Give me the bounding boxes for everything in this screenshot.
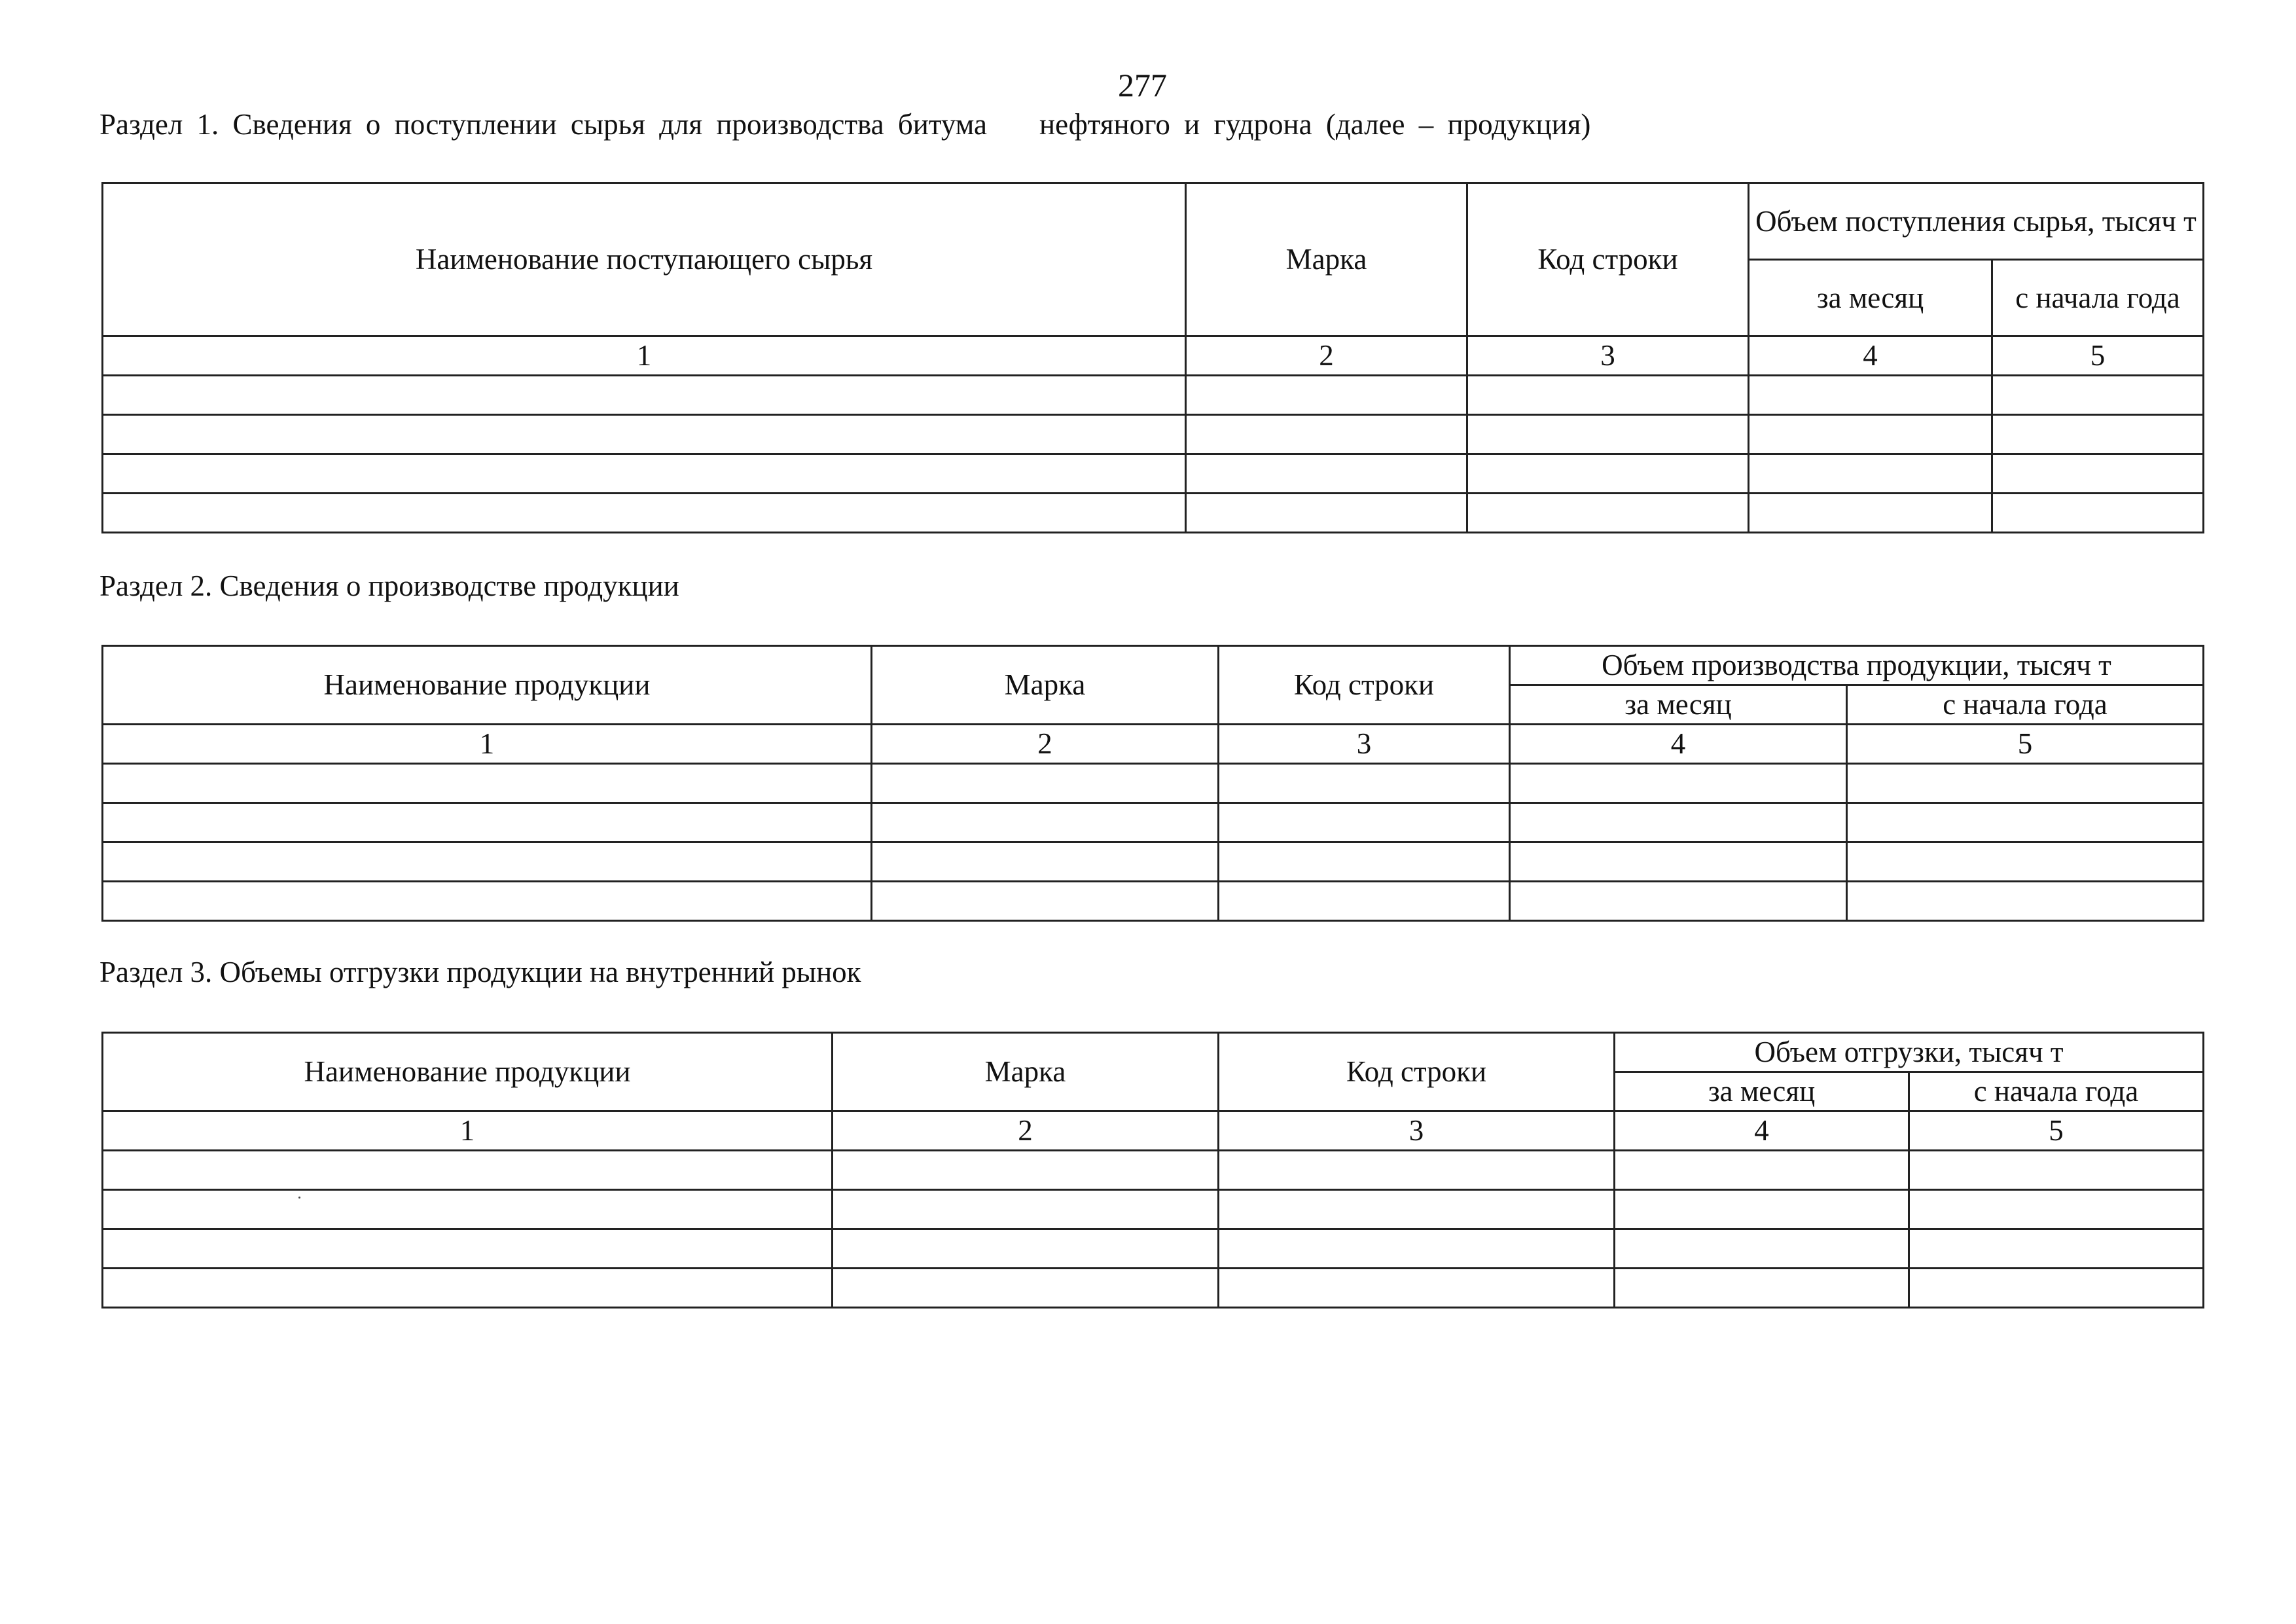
table-row — [103, 842, 2204, 882]
column-number: 1 — [103, 336, 1186, 376]
input-cell[interactable] — [1510, 842, 1847, 882]
input-cell[interactable] — [1749, 454, 1992, 494]
table-row — [103, 415, 2204, 454]
header-production-volume: Объем производства продукции, тысяч т — [1510, 646, 2204, 685]
header-grade: Марка — [872, 646, 1219, 725]
header-grade: Марка — [1186, 183, 1467, 336]
input-cell[interactable] — [1467, 415, 1749, 454]
input-cell[interactable] — [1749, 415, 1992, 454]
column-number: 1 — [103, 1111, 833, 1151]
input-cell[interactable] — [1847, 882, 2204, 921]
section-2-table — [101, 645, 2204, 922]
table-row — [103, 1151, 2204, 1190]
input-cell[interactable] — [103, 803, 872, 842]
input-cell[interactable] — [103, 415, 1186, 454]
input-cell[interactable] — [1909, 1229, 2204, 1269]
input-cell[interactable] — [103, 1190, 833, 1229]
input-cell[interactable] — [1992, 454, 2204, 494]
input-cell[interactable] — [103, 454, 1186, 494]
column-numbers-row — [103, 725, 2204, 764]
input-cell[interactable] — [1467, 454, 1749, 494]
input-cell[interactable] — [1510, 803, 1847, 842]
input-cell[interactable] — [872, 882, 1219, 921]
input-cell[interactable] — [1847, 803, 2204, 842]
input-cell[interactable] — [103, 764, 872, 803]
input-cell[interactable] — [103, 494, 1186, 533]
input-cell[interactable] — [103, 1151, 833, 1190]
table-row — [103, 1229, 2204, 1269]
table-row — [103, 454, 2204, 494]
input-cell[interactable] — [872, 842, 1219, 882]
input-cell[interactable] — [1186, 376, 1467, 415]
column-numbers-row — [103, 1111, 2204, 1151]
input-cell[interactable] — [1847, 764, 2204, 803]
input-cell[interactable] — [1749, 494, 1992, 533]
section-3-title: Раздел 3. Объемы отгрузки продукции на внутренний рынок — [99, 956, 861, 988]
input-cell[interactable] — [1615, 1151, 1909, 1190]
scan-speck — [298, 1197, 300, 1199]
input-cell[interactable] — [1219, 1269, 1615, 1308]
input-cell[interactable] — [1909, 1151, 2204, 1190]
header-line-code: Код строки — [1219, 646, 1510, 725]
header-shipment-volume: Объем отгрузки, тысяч т — [1615, 1033, 2204, 1072]
column-number: 5 — [1992, 336, 2204, 376]
input-cell[interactable] — [103, 1229, 833, 1269]
column-number: 4 — [1615, 1111, 1909, 1151]
input-cell[interactable] — [833, 1229, 1219, 1269]
column-number: 2 — [833, 1111, 1219, 1151]
table-row — [103, 376, 2204, 415]
section-3-table — [101, 1032, 2204, 1308]
input-cell[interactable] — [1615, 1190, 1909, 1229]
header-grade: Марка — [833, 1033, 1219, 1111]
input-cell[interactable] — [1219, 1229, 1615, 1269]
header-month: за месяц — [1510, 685, 1847, 725]
input-cell[interactable] — [1219, 842, 1510, 882]
table-row — [103, 803, 2204, 842]
table-row — [103, 882, 2204, 921]
input-cell[interactable] — [1467, 376, 1749, 415]
input-cell[interactable] — [1992, 494, 2204, 533]
header-product-name: Наименование продукции — [103, 646, 872, 725]
input-cell[interactable] — [1219, 803, 1510, 842]
input-cell[interactable] — [1992, 415, 2204, 454]
input-cell[interactable] — [1219, 764, 1510, 803]
table-row — [103, 1269, 2204, 1308]
header-line-code: Код строки — [1467, 183, 1749, 336]
input-cell[interactable] — [103, 882, 872, 921]
input-cell[interactable] — [833, 1190, 1219, 1229]
input-cell[interactable] — [833, 1269, 1219, 1308]
input-cell[interactable] — [1186, 494, 1467, 533]
header-raw-material-name: Наименование поступающего сырья — [103, 183, 1186, 336]
column-number: 4 — [1510, 725, 1847, 764]
input-cell[interactable] — [833, 1151, 1219, 1190]
input-cell[interactable] — [1615, 1229, 1909, 1269]
header-product-name: Наименование продукции — [103, 1033, 833, 1111]
input-cell[interactable] — [1510, 764, 1847, 803]
input-cell[interactable] — [872, 803, 1219, 842]
input-cell[interactable] — [1219, 1190, 1615, 1229]
input-cell[interactable] — [1847, 842, 2204, 882]
column-number: 5 — [1847, 725, 2204, 764]
column-number: 2 — [872, 725, 1219, 764]
input-cell[interactable] — [1749, 376, 1992, 415]
input-cell[interactable] — [1219, 1151, 1615, 1190]
input-cell[interactable] — [103, 842, 872, 882]
input-cell[interactable] — [1186, 454, 1467, 494]
column-number: 1 — [103, 725, 872, 764]
page-number: 277 — [1118, 67, 1167, 103]
section-1-table — [101, 182, 2204, 533]
input-cell[interactable] — [1615, 1269, 1909, 1308]
input-cell[interactable] — [103, 1269, 833, 1308]
header-ytd: с начала года — [1909, 1072, 2204, 1111]
column-number: 3 — [1467, 336, 1749, 376]
column-number: 3 — [1219, 1111, 1615, 1151]
column-number: 4 — [1749, 336, 1992, 376]
input-cell[interactable] — [1219, 882, 1510, 921]
input-cell[interactable] — [1467, 494, 1749, 533]
header-ytd: с начала года — [1992, 260, 2204, 336]
header-month: за месяц — [1749, 260, 1992, 336]
input-cell[interactable] — [1510, 882, 1847, 921]
table-row — [103, 1190, 2204, 1229]
column-number: 5 — [1909, 1111, 2204, 1151]
table-row — [103, 494, 2204, 533]
input-cell[interactable] — [103, 376, 1186, 415]
section-1-title-part1: Раздел 1. Сведения о поступлении сырья для производства битума — [99, 108, 987, 141]
header-month: за месяц — [1615, 1072, 1909, 1111]
header-ytd: с начала года — [1847, 685, 2204, 725]
input-cell[interactable] — [1992, 376, 2204, 415]
input-cell[interactable] — [1909, 1269, 2204, 1308]
input-cell[interactable] — [1909, 1190, 2204, 1229]
column-number: 3 — [1219, 725, 1510, 764]
input-cell[interactable] — [872, 764, 1219, 803]
column-numbers-row — [103, 336, 2204, 376]
section-2-title: Раздел 2. Сведения о производстве продукции — [99, 569, 679, 602]
input-cell[interactable] — [1186, 415, 1467, 454]
header-line-code: Код строки — [1219, 1033, 1615, 1111]
column-number: 2 — [1186, 336, 1467, 376]
section-1-title-part2: нефтяного и гудрона (далее – продукция) — [1039, 108, 1591, 141]
table-row — [103, 764, 2204, 803]
header-receipt-volume: Объем поступления сырья, тысяч т — [1749, 183, 2204, 260]
section-1-title — [99, 110, 1590, 139]
